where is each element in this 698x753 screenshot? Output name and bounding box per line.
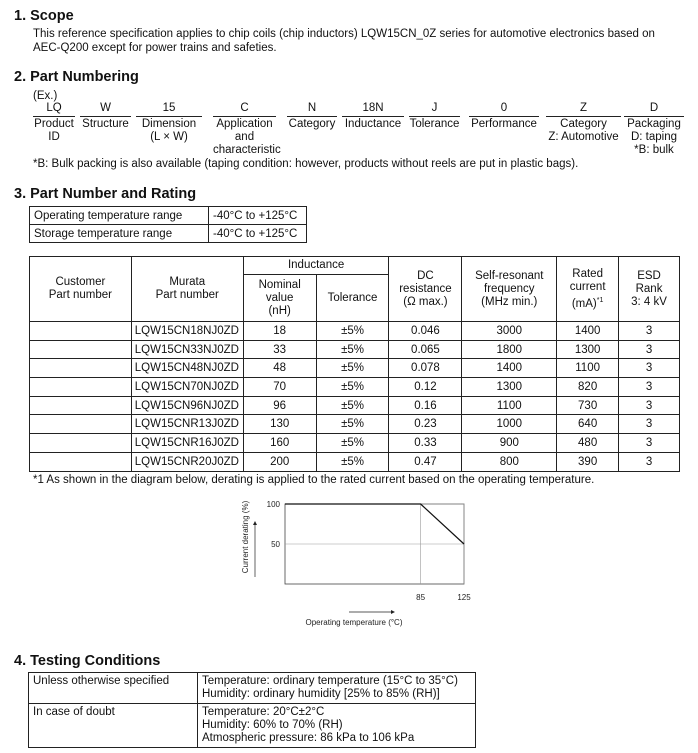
cell-srf: 900: [462, 434, 557, 453]
cell-customer: [30, 415, 132, 434]
table-row: [30, 359, 680, 378]
col-nominal: Nominal value (nH): [243, 275, 316, 322]
derating-footnote: *1 As shown in the diagram below, derating is applied to the rated current based on the operating temperature.: [33, 474, 595, 486]
derating-line: [285, 504, 464, 544]
part-code-description: ID: [48, 131, 60, 143]
x-tick-label: 85: [416, 593, 426, 602]
part-code-column: [409, 102, 460, 131]
part-code: N: [287, 102, 337, 117]
cell-nominal: 70: [243, 378, 316, 397]
condition-label: Unless otherwise specified: [29, 673, 198, 704]
cell-rated: 480: [557, 434, 619, 453]
testing-heading: 4. Testing Conditions: [14, 653, 161, 669]
part-code: 18N: [342, 102, 404, 117]
example-label: (Ex.): [33, 90, 58, 102]
testing-conditions-table: [28, 672, 476, 748]
table-row: [29, 673, 476, 704]
part-code-description: *B: bulk: [634, 144, 674, 156]
condition-label: In case of doubt: [29, 704, 198, 748]
part-code-column: [136, 102, 202, 144]
part-code-description: Performance: [471, 118, 537, 130]
cell-customer: [30, 359, 132, 378]
cell-srf: 1800: [462, 340, 557, 359]
cell-murata: LQW15CNR16J0ZD: [131, 434, 243, 453]
cell-tol: ±5%: [316, 415, 389, 434]
cell-rated: 1300: [557, 340, 619, 359]
table-row: [30, 340, 680, 359]
cell-tol: ±5%: [316, 322, 389, 341]
cell-esd: 3: [619, 359, 680, 378]
part-code-column: [624, 102, 684, 157]
rating-heading: 3. Part Number and Rating: [14, 186, 197, 202]
part-code: 0: [469, 102, 539, 117]
cell-srf: 1000: [462, 415, 557, 434]
part-code-column: [342, 102, 404, 131]
cell-customer: [30, 396, 132, 415]
y-axis-arrowhead: [253, 521, 257, 525]
cell-rated: 1100: [557, 359, 619, 378]
col-inductance: Inductance: [243, 257, 389, 275]
cell-tol: ±5%: [316, 340, 389, 359]
cell-dc: 0.078: [389, 359, 462, 378]
table-row: [30, 396, 680, 415]
col-esd-rank: ESD Rank 3: 4 kV: [619, 257, 680, 322]
cell-nominal: 48: [243, 359, 316, 378]
cell-murata: LQW15CN96NJ0ZD: [131, 396, 243, 415]
cell-tol: ±5%: [316, 359, 389, 378]
cell-esd: 3: [619, 415, 680, 434]
cell-dc: 0.046: [389, 322, 462, 341]
part-code-description: Packaging: [627, 118, 681, 130]
part-code-column: [80, 102, 131, 131]
table-row: [30, 225, 307, 243]
cell-dc: 0.47: [389, 452, 462, 471]
part-code-column: [33, 102, 75, 144]
table-row: [30, 378, 680, 397]
part-code-column: [546, 102, 621, 144]
col-murata: Murata Part number: [131, 257, 243, 322]
cell-nominal: 96: [243, 396, 316, 415]
part-code-description: characteristic: [213, 144, 281, 156]
col-customer: Customer Part number: [30, 257, 132, 322]
rating-value: -40°C to +125°C: [209, 225, 307, 243]
part-code-description: Z: Automotive: [548, 131, 619, 143]
part-code-description: Application: [216, 118, 273, 130]
cell-nominal: 33: [243, 340, 316, 359]
cell-esd: 3: [619, 378, 680, 397]
cell-esd: 3: [619, 340, 680, 359]
cell-tol: ±5%: [316, 378, 389, 397]
col-self-resonant: Self-resonant frequency (MHz min.): [462, 257, 557, 322]
cell-rated: 1400: [557, 322, 619, 341]
x-axis-label: Operating temperature (°C): [305, 618, 403, 627]
y-tick-label: 100: [266, 500, 280, 509]
cell-tol: ±5%: [316, 452, 389, 471]
cell-murata: LQW15CN33NJ0ZD: [131, 340, 243, 359]
part-numbering-heading: 2. Part Numbering: [14, 69, 139, 85]
y-tick-label: 50: [271, 540, 280, 549]
cell-murata: LQW15CN70NJ0ZD: [131, 378, 243, 397]
temperature-rating-table: [29, 206, 307, 243]
table-row: [30, 415, 680, 434]
cell-esd: 3: [619, 322, 680, 341]
part-code-column: [287, 102, 337, 131]
table-row: [30, 434, 680, 453]
cell-srf: 1400: [462, 359, 557, 378]
part-code: C: [213, 102, 276, 117]
cell-esd: 3: [619, 434, 680, 453]
part-code: LQ: [33, 102, 75, 117]
rating-value: -40°C to +125°C: [209, 207, 307, 225]
cell-murata: LQW15CN48NJ0ZD: [131, 359, 243, 378]
derating-chart: [236, 497, 471, 633]
cell-tol: ±5%: [316, 434, 389, 453]
part-code-description: Tolerance: [409, 118, 460, 130]
cell-murata: LQW15CNR20J0ZD: [131, 452, 243, 471]
cell-dc: 0.12: [389, 378, 462, 397]
bulk-note: *B: Bulk packing is also available (taping condition: however, products without reels are put in plastic bags).: [33, 158, 579, 170]
rating-label: Storage temperature range: [30, 225, 209, 243]
cell-esd: 3: [619, 452, 680, 471]
part-rating-table: [29, 256, 680, 472]
cell-customer: [30, 378, 132, 397]
cell-tol: ±5%: [316, 396, 389, 415]
part-code-description: (L × W): [150, 131, 188, 143]
cell-rated: 730: [557, 396, 619, 415]
cell-customer: [30, 340, 132, 359]
cell-dc: 0.23: [389, 415, 462, 434]
x-tick-label: 125: [457, 593, 471, 602]
scope-line-1: This reference specification applies to chip coils (chip inductors) LQW15CN_0Z series for automotive electronics based on: [33, 28, 655, 40]
part-code-description: D: taping: [630, 131, 678, 143]
part-code-description: Dimension: [141, 118, 197, 130]
part-code-description: Category: [288, 118, 336, 130]
cell-srf: 1100: [462, 396, 557, 415]
part-code-description: Inductance: [344, 118, 402, 130]
cell-srf: 800: [462, 452, 557, 471]
cell-customer: [30, 322, 132, 341]
part-code: W: [80, 102, 131, 117]
cell-srf: 1300: [462, 378, 557, 397]
x-axis-arrowhead: [391, 610, 395, 614]
part-code: 15: [136, 102, 202, 117]
cell-dc: 0.33: [389, 434, 462, 453]
y-axis-label: Current derating (%): [241, 500, 250, 574]
part-code: D: [624, 102, 684, 117]
condition-value: Temperature: 20°C±2°C Humidity: 60% to 70% (RH) Atmospheric pressure: 86 kPa to 106 kPa: [198, 704, 476, 748]
cell-nominal: 160: [243, 434, 316, 453]
part-code: Z: [546, 102, 621, 117]
cell-nominal: 18: [243, 322, 316, 341]
cell-nominal: 130: [243, 415, 316, 434]
rating-label: Operating temperature range: [30, 207, 209, 225]
part-code-description: Structure: [82, 118, 129, 130]
cell-rated: 390: [557, 452, 619, 471]
table-row: [30, 452, 680, 471]
cell-murata: LQW15CNR13J0ZD: [131, 415, 243, 434]
part-code-column: [213, 102, 281, 157]
col-rated-current: Rated current (mA)$^{*1}$: [557, 257, 619, 322]
table-row: [29, 704, 476, 748]
part-code: J: [409, 102, 460, 117]
part-code-description: Category: [560, 118, 607, 130]
scope-heading: 1. Scope: [14, 8, 74, 24]
condition-value: Temperature: ordinary temperature (15°C to 35°C) Humidity: ordinary humidity [25% to 85% (RH)]: [198, 673, 476, 704]
col-tolerance: Tolerance: [316, 275, 389, 322]
table-row: [30, 207, 307, 225]
cell-srf: 3000: [462, 322, 557, 341]
table-row: [30, 322, 680, 341]
cell-dc: 0.16: [389, 396, 462, 415]
cell-nominal: 200: [243, 452, 316, 471]
part-code-description: and: [234, 131, 255, 143]
part-code-description: Product: [34, 118, 74, 130]
part-code-column: [469, 102, 539, 131]
cell-dc: 0.065: [389, 340, 462, 359]
col-dc-resistance: DC resistance (Ω max.): [389, 257, 462, 322]
cell-rated: 640: [557, 415, 619, 434]
cell-esd: 3: [619, 396, 680, 415]
cell-customer: [30, 452, 132, 471]
cell-rated: 820: [557, 378, 619, 397]
cell-customer: [30, 434, 132, 453]
cell-murata: LQW15CN18NJ0ZD: [131, 322, 243, 341]
scope-line-2: AEC-Q200 except for power trains and safeties.: [33, 42, 277, 54]
